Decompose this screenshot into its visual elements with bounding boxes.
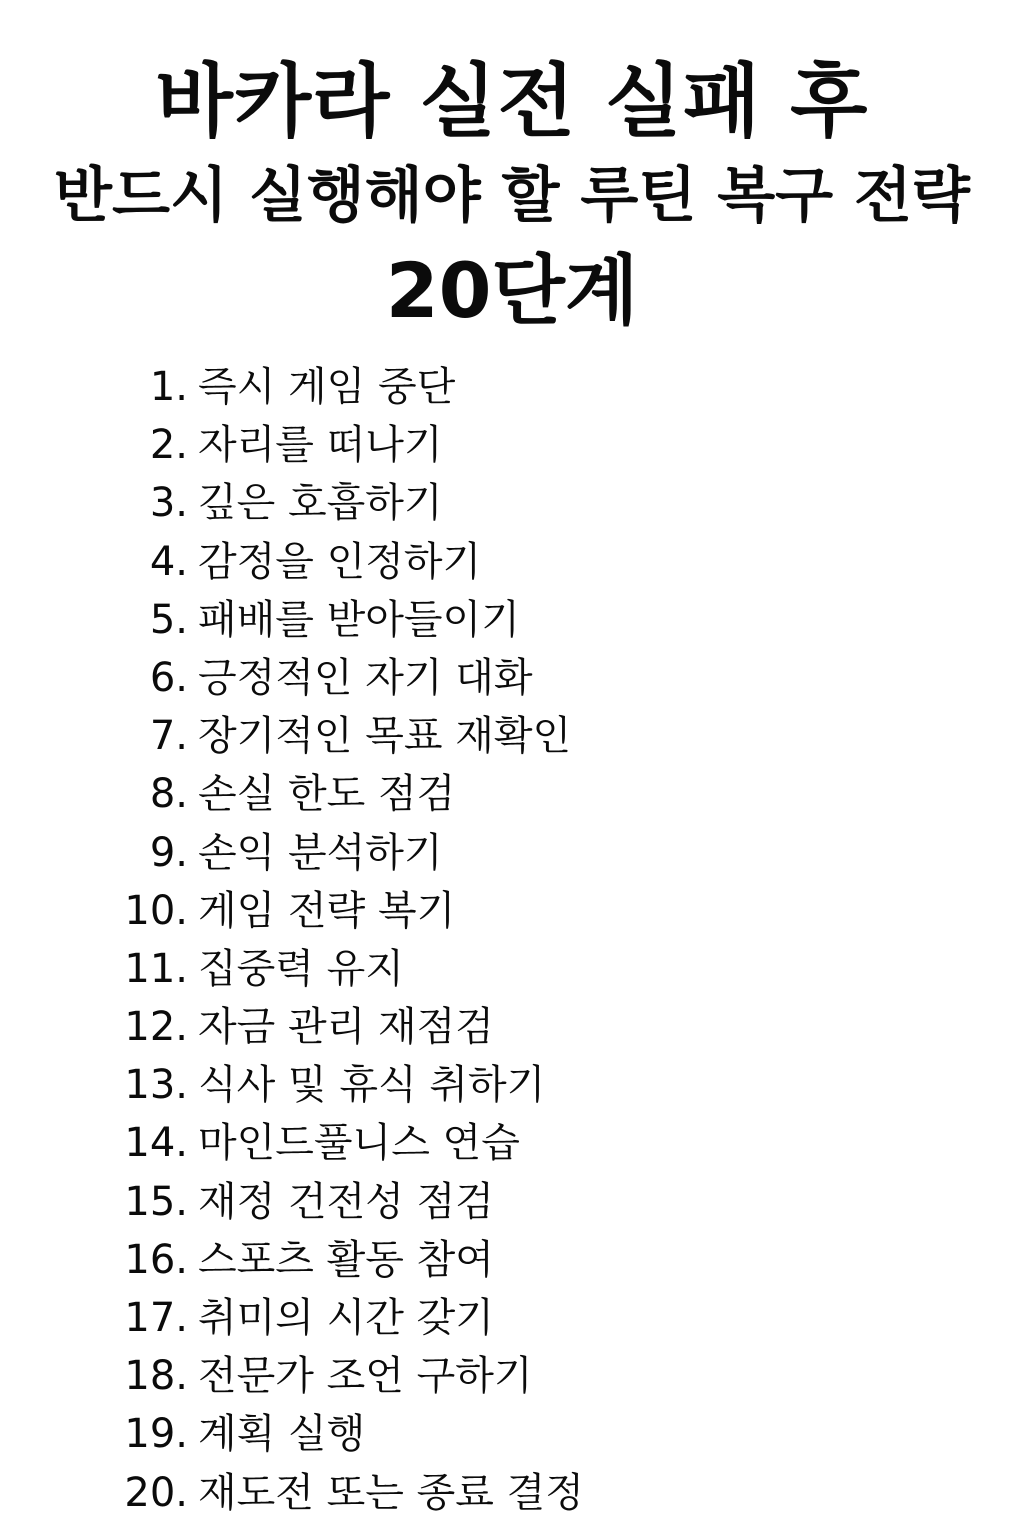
step-item: [0, 940, 1024, 998]
step-label: 긍정적인 자기 대화: [198, 654, 533, 701]
step-label: 자금 관리 재점검: [198, 1004, 494, 1051]
step-item: [0, 1464, 1024, 1522]
step-number: 14.: [124, 1120, 188, 1167]
step-number: 6.: [149, 654, 188, 701]
step-label: 즉시 게임 중단: [198, 364, 456, 410]
step-item: [0, 1056, 1024, 1114]
step-label: 패배를 받아들이기: [198, 596, 520, 643]
step-number: 8.: [149, 771, 188, 818]
step-number: 5.: [149, 596, 188, 643]
step-item: [0, 707, 1024, 765]
step-number: 3.: [149, 480, 188, 527]
step-number: 19.: [124, 1411, 188, 1458]
step-item: [0, 416, 1024, 474]
step-label: 마인드풀니스 연습: [198, 1120, 520, 1167]
step-number: 2.: [149, 422, 188, 469]
step-number: 11.: [124, 945, 188, 992]
steps-list: [0, 358, 1024, 1522]
step-item: [0, 882, 1024, 940]
step-label: 감정을 인정하기: [198, 538, 482, 585]
step-item: [0, 824, 1024, 882]
step-label: 집중력 유지: [198, 945, 404, 992]
step-number: 9.: [149, 829, 188, 876]
step-item: [0, 1173, 1024, 1231]
step-item: [0, 1289, 1024, 1347]
step-item: [0, 998, 1024, 1056]
step-label: 전문가 조언 구하기: [198, 1353, 533, 1400]
step-item: [0, 1231, 1024, 1289]
step-label: 계획 실행: [198, 1411, 366, 1458]
step-label: 자리를 떠나기: [198, 422, 443, 469]
step-number: 17.: [124, 1295, 188, 1341]
step-label: 식사 및 휴식 취하기: [198, 1062, 546, 1109]
step-label: 장기적인 목표 재확인: [198, 713, 572, 760]
step-number: 13.: [124, 1062, 188, 1109]
step-item: [0, 1114, 1024, 1172]
step-item: [0, 1405, 1024, 1463]
step-label: 손익 분석하기: [198, 829, 443, 876]
step-item: [0, 474, 1024, 532]
step-label: 깊은 호흡하기: [198, 480, 443, 527]
step-item: [0, 765, 1024, 823]
step-item: [0, 591, 1024, 649]
step-number: 18.: [124, 1353, 188, 1400]
title-line-2: 반드시 실행해야 할 루틴 복구 전략: [54, 161, 970, 231]
step-item: [0, 1347, 1024, 1405]
step-number: 1.: [149, 364, 188, 410]
step-label: 게임 전략 복기: [198, 887, 456, 934]
step-label: 재도전 또는 종료 결정: [198, 1469, 584, 1516]
step-number: 20.: [124, 1469, 188, 1516]
step-label: 스포츠 활동 참여: [198, 1236, 494, 1283]
step-number: 7.: [149, 713, 188, 760]
step-number: 16.: [124, 1236, 188, 1283]
step-number: 4.: [149, 538, 188, 585]
step-item: [0, 358, 1024, 416]
step-number: 12.: [124, 1004, 188, 1051]
step-label: 취미의 시간 갖기: [198, 1295, 494, 1341]
step-number: 10.: [124, 887, 188, 934]
title-line-3: 20단계: [385, 246, 639, 335]
step-label: 재정 건전성 점검: [198, 1178, 494, 1225]
step-item: [0, 649, 1024, 707]
step-number: 15.: [124, 1178, 188, 1225]
step-label: 손실 한도 점검: [198, 771, 456, 818]
step-item: [0, 533, 1024, 591]
title-line-1: 바카라 실전 실패 후: [155, 55, 869, 148]
